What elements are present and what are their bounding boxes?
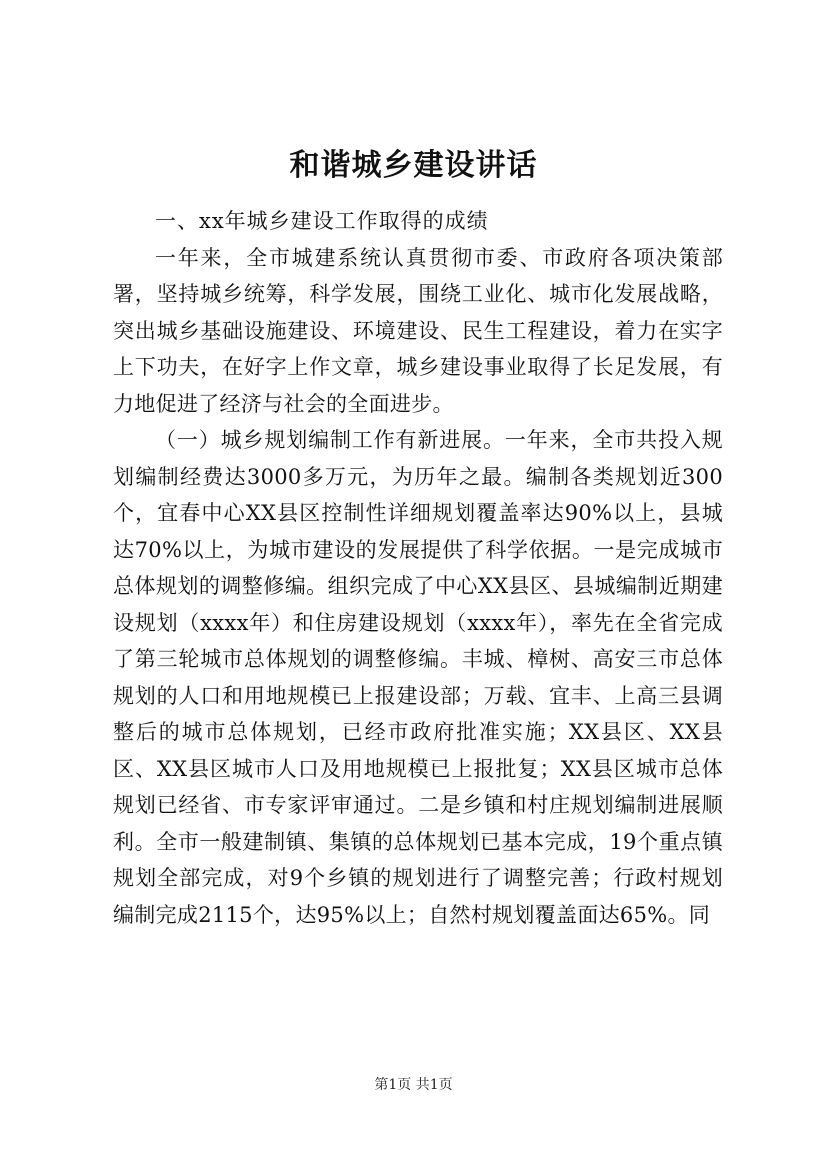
section-heading: 一、xx年城乡建设工作取得的成绩 [155,209,489,233]
document-body [113,203,723,933]
paragraph-planning: （一）城乡规划编制工作有新进展。一年来，全市共投入规划编制经费达3000多万元，为历年之最。编制各类规划近300个，宜春中心XX县区控制性详细规划覆盖率达90%以上，县城达70%以上，为城市建设的发展提供了科学依据。一是完成城市总体规划的调整修编。组织完成了中心XX县区、县城编制近期建设规划（xxxx年）和住房建设规划（xxxx年），率先在全省完成了第三轮城市总体规划的调整修编。丰城、樟树、高安三市总体规划的人口和用地规模已上报建设部；万载、宜丰、上高三县调整后的城市总体规划，已经市政府批准实施；XX县区、XX县区、XX县区城市人口及用地规模已上报批复；XX县区城市总体规划已经省、市专家评审通过。二是乡镇和村庄规划编制进展顺利。全市一般建制镇、集镇的总体规划已基本完成，19个重点镇规划全部完成，对9个乡镇的规划进行了调整完善；行政村规划编制完成2115个，达95%以上；自然村规划覆盖面达65%。同 [113,428,723,927]
paragraph-intro: 一年来，全市城建系统认真贯彻市委、市政府各项决策部署，坚持城乡统筹，科学发展，围绕工业化、城市化发展战略，突出城乡基础设施建设、环境建设、民生工程建设，着力在实字上下功夫，在好字上作文章，城乡建设事业取得了长足发展，有力地促进了经济与社会的全面进步。 [113,245,723,416]
page-footer: 第1页 共1页 [374,1077,453,1093]
document-title: 和谐城乡建设讲话 [289,148,538,183]
